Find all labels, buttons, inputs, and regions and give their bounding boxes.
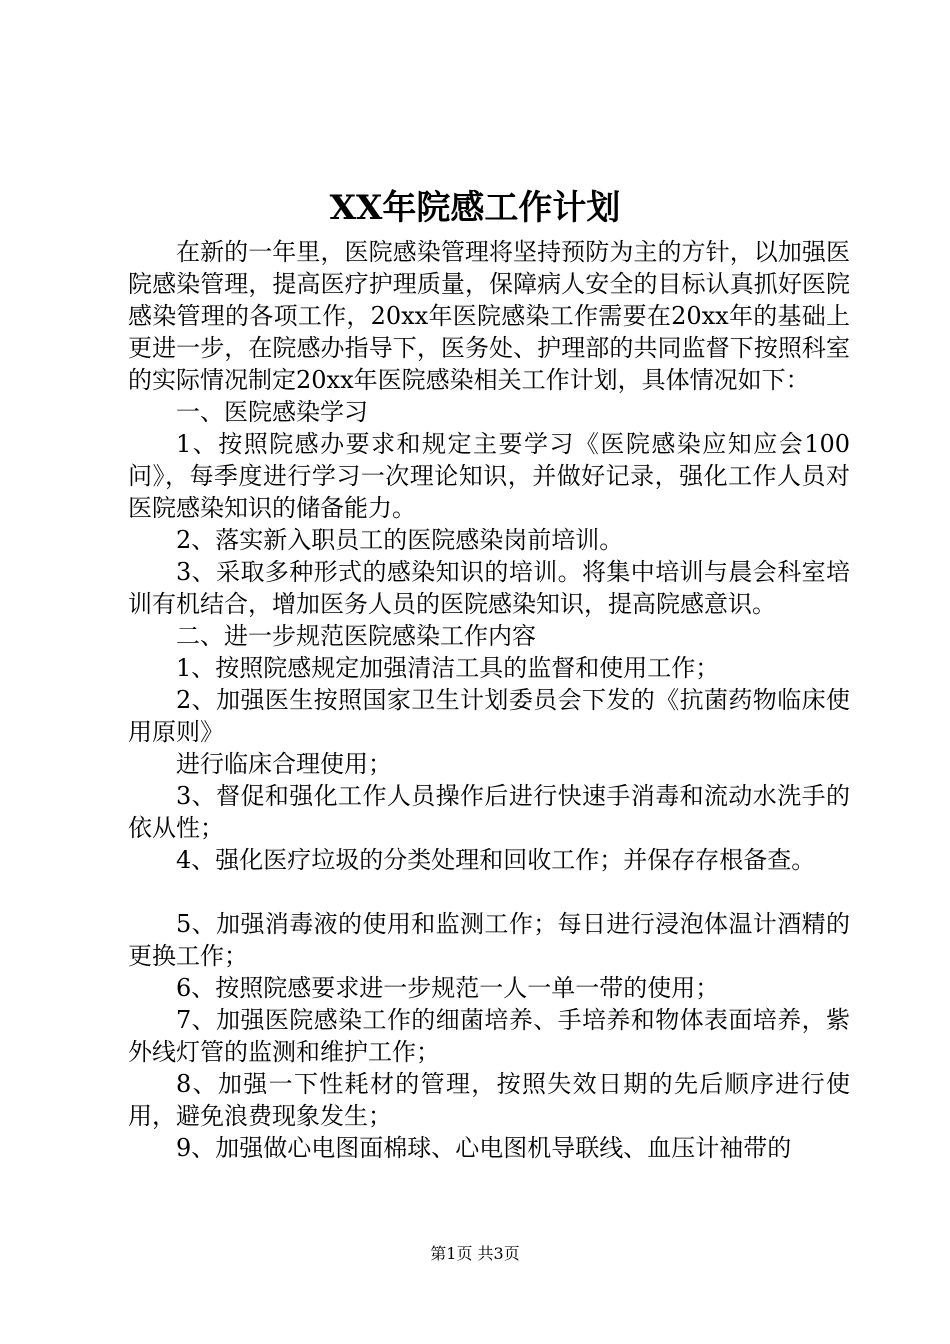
paragraph-2-8: 8、加强一下性耗材的管理，按照失效日期的先后顺序进行使用，避免浪费现象发生； (128, 1070, 850, 1130)
paragraph-2-6: 6、按照院感要求进一步规范一人一单一带的使用； (176, 974, 720, 1002)
intro-paragraph: 在新的一年里，医院感染管理将坚持预防为主的方针，以加强医院感染管理，提高医疗护理质量，保障病人安全的目标认真抓好医院感染管理的各项工作，20xx年医院感染工作需要在20xx年的基础上更进一步，在院感办指导下，医务处、护理部的共同监督下按照科室的实际情况制定20xx年医院感染相关工作计划，具体情况如下： (128, 238, 850, 394)
document-body (128, 236, 850, 1164)
paragraph-2-2-cont: 进行临床合理使用； (176, 750, 392, 778)
page-footer: 第1页 共3页 (430, 1244, 520, 1263)
paragraph-2-7: 7、加强医院感染工作的细菌培养、手培养和物体表面培养，紫外线灯管的监测和维护工作； (128, 1006, 850, 1066)
paragraph-2-1: 1、按照院感规定加强清洁工具的监督和使用工作； (176, 654, 720, 682)
section-heading-1: 一、医院感染学习 (176, 398, 368, 426)
paragraph-2-4: 4、强化医疗垃圾的分类处理和回收工作；并保存存根备查。 (176, 846, 816, 874)
paragraph-2-2: 2、加强医生按照国家卫生计划委员会下发的《抗菌药物临床使用原则》 (128, 686, 850, 746)
paragraph-2-3: 3、督促和强化工作人员操作后进行快速手消毒和流动水洗手的依从性； (128, 782, 850, 842)
paragraph-1-1: 1、按照院感办要求和规定主要学习《医院感染应知应会100问》，每季度进行学习一次理论知识，并做好记录，强化工作人员对医院感染知识的储备能力。 (128, 430, 850, 522)
section-heading-2: 二、进一步规范医院感染工作内容 (176, 622, 536, 650)
paragraph-2-9: 9、加强做心电图面棉球、心电图机导联线、血压计袖带的 (176, 1134, 792, 1162)
paragraph-2-5: 5、加强消毒液的使用和监测工作；每日进行浸泡体温计酒精的更换工作； (128, 910, 850, 970)
blank-line (128, 876, 850, 908)
paragraph-1-2: 2、落实新入职员工的医院感染岗前培训。 (176, 526, 624, 554)
document-title: XX年院感工作计划 (329, 188, 621, 228)
paragraph-1-3: 3、采取多种形式的感染知识的培训。将集中培训与晨会科室培训有机结合，增加医务人员的医院感染知识，提高院感意识。 (128, 558, 850, 618)
